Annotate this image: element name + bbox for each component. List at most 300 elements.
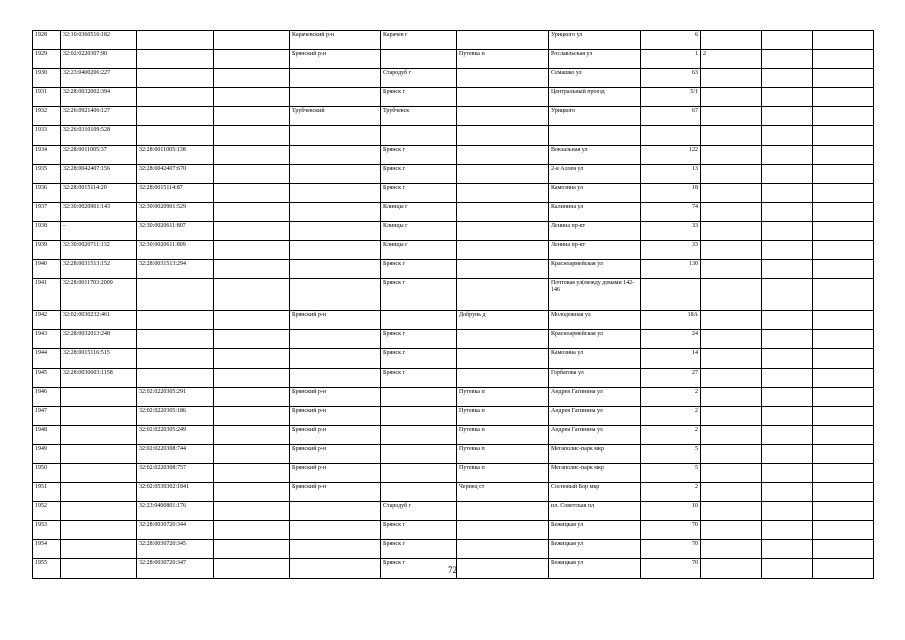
cell-empty bbox=[762, 260, 813, 279]
cell-street: Мегаполис-парк мкр bbox=[549, 463, 641, 482]
cell-empty bbox=[813, 50, 874, 69]
cell-building bbox=[701, 145, 762, 164]
cell-empty bbox=[813, 349, 874, 368]
cell-building bbox=[701, 241, 762, 260]
cell-street: Бежицкая ул bbox=[549, 559, 641, 578]
cell-cadastral-number-2: 32:02:0220305:291 bbox=[137, 387, 214, 406]
cell-row-number: 1930 bbox=[33, 69, 61, 88]
cell-city: Брянск г bbox=[381, 521, 457, 540]
cell-district bbox=[290, 145, 381, 164]
cell-district bbox=[290, 69, 381, 88]
cell-cadastral-number-2: 32:30:0020611:809 bbox=[137, 241, 214, 260]
cell-empty bbox=[813, 387, 874, 406]
cell-district bbox=[290, 164, 381, 183]
cell-city bbox=[381, 406, 457, 425]
cell-empty bbox=[762, 406, 813, 425]
cell-row-number: 1938 bbox=[33, 221, 61, 240]
table-row bbox=[33, 279, 874, 311]
cell-street: Горбатова ул bbox=[549, 368, 641, 387]
cell-city: Брянск г bbox=[381, 279, 457, 311]
table-row bbox=[33, 521, 874, 540]
cell-cadastral-number: 32:28:0015114:20 bbox=[61, 183, 137, 202]
cell-empty bbox=[214, 311, 290, 330]
cell-cadastral-number bbox=[61, 463, 137, 482]
cell-settlement bbox=[457, 260, 549, 279]
cell-cadastral-number: 32:26:0921406:127 bbox=[61, 107, 137, 126]
cell-empty bbox=[214, 368, 290, 387]
cell-street: Камозина ул bbox=[549, 349, 641, 368]
cell-empty bbox=[762, 164, 813, 183]
cell-settlement bbox=[457, 202, 549, 221]
cell-cadastral-number bbox=[61, 425, 137, 444]
cell-empty bbox=[762, 202, 813, 221]
cell-row-number: 1950 bbox=[33, 463, 61, 482]
cell-empty bbox=[762, 387, 813, 406]
table-row bbox=[33, 50, 874, 69]
cell-building bbox=[701, 279, 762, 311]
cell-empty bbox=[214, 540, 290, 559]
cell-row-number: 1945 bbox=[33, 368, 61, 387]
cell-empty bbox=[214, 202, 290, 221]
table-row bbox=[33, 145, 874, 164]
cell-city: Стародуб г bbox=[381, 502, 457, 521]
cell-street: Ленина пр-кт bbox=[549, 221, 641, 240]
cell-house-number: 130 bbox=[641, 260, 701, 279]
table-row bbox=[33, 88, 874, 107]
cell-cadastral-number-2 bbox=[137, 279, 214, 311]
cell-cadastral-number-2: 32:28:0030720:345 bbox=[137, 540, 214, 559]
cell-empty bbox=[762, 311, 813, 330]
cell-row-number: 1933 bbox=[33, 126, 61, 145]
cell-settlement bbox=[457, 164, 549, 183]
cell-house-number: 2 bbox=[641, 406, 701, 425]
table-row bbox=[33, 540, 874, 559]
cell-cadastral-number-2: 32:28:0030720:344 bbox=[137, 521, 214, 540]
cell-cadastral-number: 32:10:0360516:182 bbox=[61, 31, 137, 50]
cell-empty bbox=[813, 330, 874, 349]
cell-row-number: 1929 bbox=[33, 50, 61, 69]
cell-empty bbox=[214, 279, 290, 311]
cell-cadastral-number bbox=[61, 502, 137, 521]
cell-street: 2-я Аллея ул bbox=[549, 164, 641, 183]
cell-empty bbox=[214, 444, 290, 463]
cell-district bbox=[290, 241, 381, 260]
cell-empty bbox=[214, 164, 290, 183]
cell-house-number: 2 bbox=[641, 483, 701, 502]
cell-settlement bbox=[457, 349, 549, 368]
cell-building bbox=[701, 69, 762, 88]
cell-house-number: 10 bbox=[641, 502, 701, 521]
table-row bbox=[33, 107, 874, 126]
cell-empty bbox=[813, 502, 874, 521]
cell-cadastral-number-2: 32:28:0031513:294 bbox=[137, 260, 214, 279]
cell-building bbox=[701, 202, 762, 221]
cell-building bbox=[701, 260, 762, 279]
cell-empty bbox=[813, 88, 874, 107]
cell-row-number: 1948 bbox=[33, 425, 61, 444]
cell-cadastral-number-2 bbox=[137, 311, 214, 330]
cell-row-number: 1934 bbox=[33, 145, 61, 164]
cell-building bbox=[701, 483, 762, 502]
cell-empty bbox=[762, 183, 813, 202]
table-row bbox=[33, 164, 874, 183]
cell-empty bbox=[762, 521, 813, 540]
cell-empty bbox=[813, 444, 874, 463]
cell-empty bbox=[762, 50, 813, 69]
cell-city bbox=[381, 311, 457, 330]
cell-row-number: 1939 bbox=[33, 241, 61, 260]
cell-house-number: 70 bbox=[641, 540, 701, 559]
cell-building bbox=[701, 126, 762, 145]
cell-empty bbox=[813, 463, 874, 482]
cell-street: Сосновый Бор мкр bbox=[549, 483, 641, 502]
cell-row-number: 1952 bbox=[33, 502, 61, 521]
cell-district bbox=[290, 183, 381, 202]
cell-empty bbox=[214, 349, 290, 368]
cell-district bbox=[290, 202, 381, 221]
cell-building bbox=[701, 183, 762, 202]
cell-cadastral-number-2: 32:28:0030720:347 bbox=[137, 559, 214, 578]
cell-row-number: 1928 bbox=[33, 31, 61, 50]
table-row bbox=[33, 444, 874, 463]
cell-building bbox=[701, 164, 762, 183]
cell-city bbox=[381, 387, 457, 406]
cell-cadastral-number: 32:28:0031513:152 bbox=[61, 260, 137, 279]
cell-cadastral-number bbox=[61, 387, 137, 406]
cell-cadastral-number: 32:30:0020711:132 bbox=[61, 241, 137, 260]
cell-house-number: 33 bbox=[641, 221, 701, 240]
cell-house-number bbox=[641, 126, 701, 145]
cell-building bbox=[701, 368, 762, 387]
cell-empty bbox=[813, 164, 874, 183]
cell-empty bbox=[214, 521, 290, 540]
cell-cadastral-number: 32:28:0030603:1158 bbox=[61, 368, 137, 387]
cell-cadastral-number-2 bbox=[137, 88, 214, 107]
cell-cadastral-number-2: 32:30:0020901:529 bbox=[137, 202, 214, 221]
cell-house-number: 24 bbox=[641, 330, 701, 349]
cell-building bbox=[701, 221, 762, 240]
cell-building bbox=[701, 521, 762, 540]
table-row bbox=[33, 241, 874, 260]
cell-row-number: 1955 bbox=[33, 559, 61, 578]
cell-street: Почтовая ул(между домами 142-146 bbox=[549, 279, 641, 311]
cell-city: Брянск г bbox=[381, 88, 457, 107]
cell-cadastral-number: 32:26:0310109:528 bbox=[61, 126, 137, 145]
cell-cadastral-number-2 bbox=[137, 368, 214, 387]
cell-empty bbox=[214, 69, 290, 88]
cell-cadastral-number-2: 32:02:0220308:744 bbox=[137, 444, 214, 463]
cell-empty bbox=[813, 126, 874, 145]
cell-district bbox=[290, 368, 381, 387]
cell-building bbox=[701, 311, 762, 330]
cell-district bbox=[290, 330, 381, 349]
cell-empty bbox=[813, 483, 874, 502]
cell-row-number: 1932 bbox=[33, 107, 61, 126]
cell-empty bbox=[813, 279, 874, 311]
cell-empty bbox=[214, 241, 290, 260]
cell-city: Брянск г bbox=[381, 540, 457, 559]
cell-settlement: Путевка п bbox=[457, 463, 549, 482]
cell-city: Трубчевск bbox=[381, 107, 457, 126]
cell-house-number: 18А bbox=[641, 311, 701, 330]
cell-cadastral-number-2: 32:02:0220308:757 bbox=[137, 463, 214, 482]
cell-district: Брянский р-н bbox=[290, 444, 381, 463]
cell-empty bbox=[762, 349, 813, 368]
cell-building bbox=[701, 406, 762, 425]
cell-street: Бежицкая ул bbox=[549, 521, 641, 540]
cell-building bbox=[701, 88, 762, 107]
cell-district: Брянский р-н bbox=[290, 425, 381, 444]
cell-cadastral-number: 32:28:0011005:37 bbox=[61, 145, 137, 164]
cell-district: Брянский р-н bbox=[290, 463, 381, 482]
cell-empty bbox=[214, 330, 290, 349]
cell-empty bbox=[762, 145, 813, 164]
cell-empty bbox=[762, 425, 813, 444]
cell-street bbox=[549, 126, 641, 145]
cell-city: Брянск г bbox=[381, 260, 457, 279]
cell-house-number: 67 bbox=[641, 107, 701, 126]
cell-cadastral-number-2 bbox=[137, 107, 214, 126]
cell-cadastral-number: 32:28:0032002:394 bbox=[61, 88, 137, 107]
cell-empty bbox=[813, 107, 874, 126]
cell-empty bbox=[214, 126, 290, 145]
cell-empty bbox=[762, 502, 813, 521]
cell-district: Брянский р-н bbox=[290, 387, 381, 406]
cell-cadastral-number-2: 32:30:0020611:807 bbox=[137, 221, 214, 240]
cell-building bbox=[701, 107, 762, 126]
cell-city: Брянск г bbox=[381, 368, 457, 387]
cell-city: Брянск г bbox=[381, 164, 457, 183]
cell-row-number: 1946 bbox=[33, 387, 61, 406]
cell-settlement bbox=[457, 126, 549, 145]
cell-city bbox=[381, 463, 457, 482]
table-row bbox=[33, 69, 874, 88]
cell-street: Урицкого ул bbox=[549, 31, 641, 50]
cell-empty bbox=[214, 260, 290, 279]
cell-cadastral-number-2 bbox=[137, 31, 214, 50]
cell-settlement bbox=[457, 88, 549, 107]
cell-settlement bbox=[457, 540, 549, 559]
cell-empty bbox=[762, 241, 813, 260]
cell-empty bbox=[762, 540, 813, 559]
cell-empty bbox=[214, 221, 290, 240]
cell-building bbox=[701, 31, 762, 50]
cell-district: Брянский р-н bbox=[290, 50, 381, 69]
cell-row-number: 1931 bbox=[33, 88, 61, 107]
cell-cadastral-number: 32:28:0032013:248 bbox=[61, 330, 137, 349]
cell-city bbox=[381, 425, 457, 444]
cell-cadastral-number-2: 32:28:0011005:138 bbox=[137, 145, 214, 164]
cell-cadastral-number bbox=[61, 521, 137, 540]
cell-street: Центральный проезд bbox=[549, 88, 641, 107]
cell-empty bbox=[762, 31, 813, 50]
table-row bbox=[33, 502, 874, 521]
cell-street: Андрея Гагинина ул bbox=[549, 406, 641, 425]
cell-building bbox=[701, 425, 762, 444]
cell-cadastral-number-2: 32:02:0530302:1841 bbox=[137, 483, 214, 502]
cell-house-number: 13 bbox=[641, 164, 701, 183]
cell-settlement: Путевка п bbox=[457, 50, 549, 69]
cell-city: Брянск г bbox=[381, 183, 457, 202]
cell-settlement: Чернец ст bbox=[457, 483, 549, 502]
cell-house-number: 70 bbox=[641, 559, 701, 578]
cell-street: Калинина ул bbox=[549, 202, 641, 221]
page-number: 72 bbox=[448, 565, 457, 575]
cell-building bbox=[701, 349, 762, 368]
cell-street: Красноармейская ул bbox=[549, 260, 641, 279]
cell-empty bbox=[214, 406, 290, 425]
cell-cadastral-number-2 bbox=[137, 50, 214, 69]
table-row bbox=[33, 221, 874, 240]
cell-district bbox=[290, 540, 381, 559]
cell-row-number: 1944 bbox=[33, 349, 61, 368]
cell-cadastral-number bbox=[61, 483, 137, 502]
cell-settlement bbox=[457, 145, 549, 164]
cell-empty bbox=[762, 483, 813, 502]
cell-cadastral-number: - bbox=[61, 221, 137, 240]
cell-city bbox=[381, 483, 457, 502]
cell-street: Ленина пр-кт bbox=[549, 241, 641, 260]
cell-empty bbox=[813, 406, 874, 425]
table-row bbox=[33, 126, 874, 145]
cell-cadastral-number-2: 32:28:0042407:670 bbox=[137, 164, 214, 183]
cell-city: Клинцы г bbox=[381, 241, 457, 260]
cell-empty bbox=[214, 425, 290, 444]
cell-empty bbox=[813, 221, 874, 240]
cell-row-number: 1953 bbox=[33, 521, 61, 540]
cell-street: Андрея Гагинина ул bbox=[549, 387, 641, 406]
cell-house-number: 27 bbox=[641, 368, 701, 387]
cell-house-number: 122 bbox=[641, 145, 701, 164]
cell-house-number: 70 bbox=[641, 521, 701, 540]
cell-district: Карачевский р-н bbox=[290, 31, 381, 50]
cell-building bbox=[701, 387, 762, 406]
cell-district bbox=[290, 260, 381, 279]
registry-table-container bbox=[32, 30, 873, 579]
cell-empty bbox=[762, 126, 813, 145]
cell-empty bbox=[813, 540, 874, 559]
cell-row-number: 1936 bbox=[33, 183, 61, 202]
cell-district bbox=[290, 279, 381, 311]
table-row bbox=[33, 202, 874, 221]
cell-row-number: 1951 bbox=[33, 483, 61, 502]
cell-empty bbox=[813, 260, 874, 279]
cell-empty bbox=[214, 107, 290, 126]
cell-street: Андрея Гагинина ул bbox=[549, 425, 641, 444]
cell-city: Стародуб г bbox=[381, 69, 457, 88]
cell-cadastral-number bbox=[61, 444, 137, 463]
cell-cadastral-number: 32:30:0020901:143 bbox=[61, 202, 137, 221]
cell-cadastral-number-2: 32:23:0400801:176 bbox=[137, 502, 214, 521]
cell-row-number: 1943 bbox=[33, 330, 61, 349]
cell-row-number: 1937 bbox=[33, 202, 61, 221]
cell-district bbox=[290, 221, 381, 240]
cell-row-number: 1947 bbox=[33, 406, 61, 425]
cell-settlement bbox=[457, 502, 549, 521]
cell-house-number: 63 bbox=[641, 69, 701, 88]
cell-empty bbox=[813, 183, 874, 202]
cell-street: Молодежная ул bbox=[549, 311, 641, 330]
cell-house-number: 1 bbox=[641, 50, 701, 69]
cell-street: Мегаполис-парк мкр bbox=[549, 444, 641, 463]
cell-cadastral-number bbox=[61, 406, 137, 425]
cell-empty bbox=[813, 69, 874, 88]
cell-cadastral-number: 32:28:0015116:515 bbox=[61, 349, 137, 368]
table-row bbox=[33, 483, 874, 502]
cell-district: Брянский р-н bbox=[290, 406, 381, 425]
cell-district bbox=[290, 126, 381, 145]
cell-empty bbox=[762, 107, 813, 126]
cell-street: Рославльская ул bbox=[549, 50, 641, 69]
cell-row-number: 1942 bbox=[33, 311, 61, 330]
cell-district bbox=[290, 502, 381, 521]
cell-city bbox=[381, 444, 457, 463]
table-row bbox=[33, 387, 874, 406]
cell-house-number bbox=[641, 279, 701, 311]
cell-row-number: 1941 bbox=[33, 279, 61, 311]
cell-empty bbox=[813, 368, 874, 387]
cell-cadastral-number bbox=[61, 540, 137, 559]
cell-empty bbox=[762, 368, 813, 387]
table-body bbox=[33, 31, 874, 579]
table-row bbox=[33, 311, 874, 330]
cell-empty bbox=[762, 221, 813, 240]
cell-district bbox=[290, 349, 381, 368]
cell-house-number: 6 bbox=[641, 31, 701, 50]
cell-building bbox=[701, 330, 762, 349]
cell-settlement bbox=[457, 107, 549, 126]
table-row bbox=[33, 406, 874, 425]
cell-settlement bbox=[457, 241, 549, 260]
cell-row-number: 1940 bbox=[33, 260, 61, 279]
cell-empty bbox=[214, 88, 290, 107]
cell-district bbox=[290, 521, 381, 540]
table-row bbox=[33, 349, 874, 368]
cell-house-number: 5 bbox=[641, 463, 701, 482]
table-row bbox=[33, 260, 874, 279]
cell-settlement: Путевка п bbox=[457, 444, 549, 463]
cell-empty bbox=[813, 31, 874, 50]
cell-house-number: 33 bbox=[641, 241, 701, 260]
cell-empty bbox=[762, 69, 813, 88]
cell-empty bbox=[762, 444, 813, 463]
cell-cadastral-number-2 bbox=[137, 349, 214, 368]
cell-settlement: Добрунь д bbox=[457, 311, 549, 330]
cell-house-number: 5 bbox=[641, 444, 701, 463]
cell-house-number: 2 bbox=[641, 425, 701, 444]
cell-cadastral-number: 32:28:0011703:2009 bbox=[61, 279, 137, 311]
cell-house-number: 5/1 bbox=[641, 88, 701, 107]
registry-table bbox=[32, 30, 874, 579]
cell-empty bbox=[762, 88, 813, 107]
cell-cadastral-number-2 bbox=[137, 126, 214, 145]
cell-building bbox=[701, 540, 762, 559]
cell-empty bbox=[762, 330, 813, 349]
cell-cadastral-number: 32:28:0042407:156 bbox=[61, 164, 137, 183]
cell-street: Вокзальная ул bbox=[549, 145, 641, 164]
cell-empty bbox=[214, 50, 290, 69]
cell-row-number: 1935 bbox=[33, 164, 61, 183]
cell-street: Красноармейская ул bbox=[549, 330, 641, 349]
cell-city: Карачев г bbox=[381, 31, 457, 50]
table-row bbox=[33, 368, 874, 387]
cell-street: пл. Советская пл bbox=[549, 502, 641, 521]
cell-district: Трубчевский bbox=[290, 107, 381, 126]
cell-street: Урицкого bbox=[549, 107, 641, 126]
cell-settlement bbox=[457, 183, 549, 202]
cell-city bbox=[381, 126, 457, 145]
cell-row-number: 1949 bbox=[33, 444, 61, 463]
